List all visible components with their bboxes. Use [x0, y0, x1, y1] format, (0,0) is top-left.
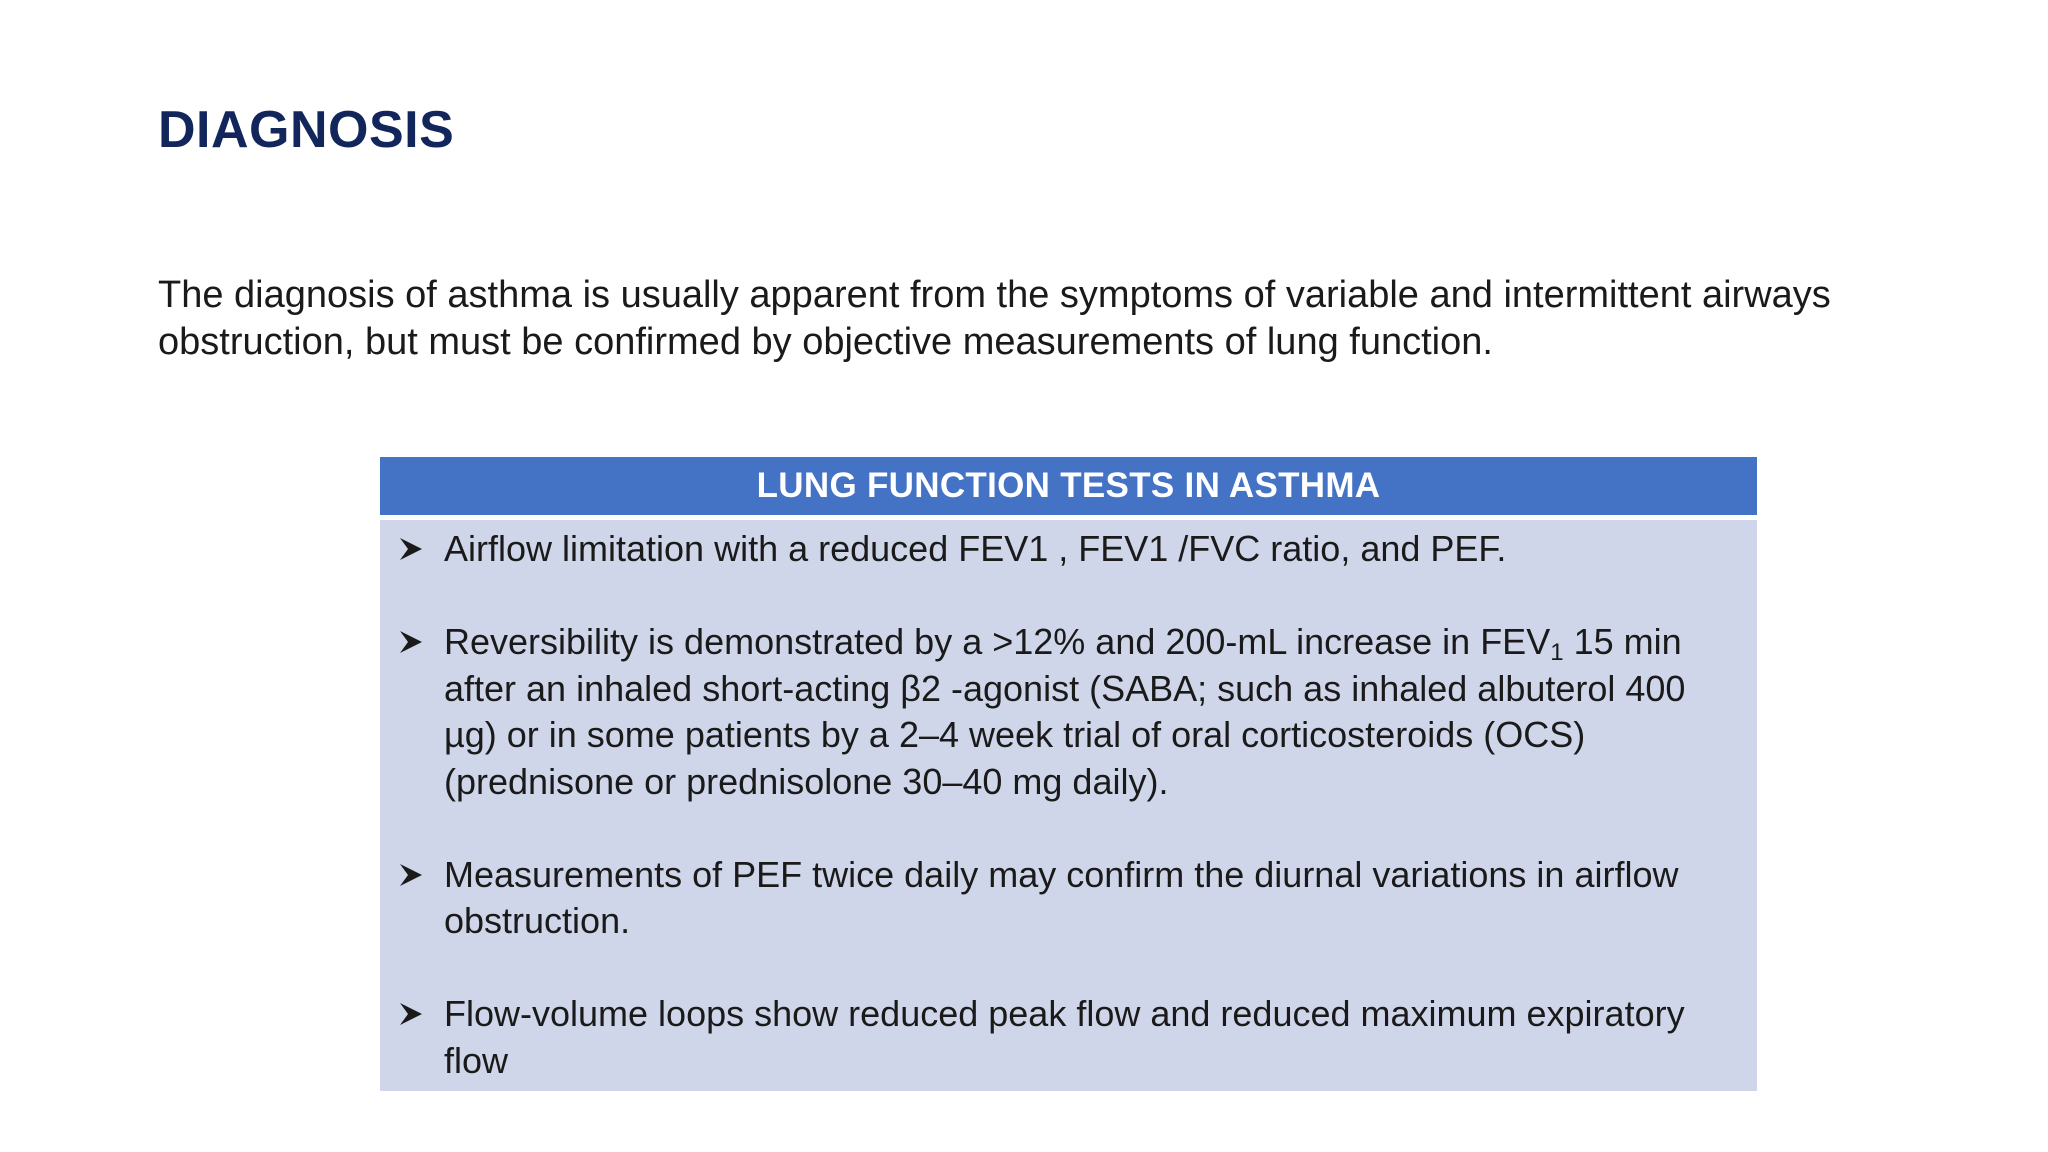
bullet-text: Airflow limitation with a reduced FEV1 , FEV1 /FVC ratio, and PEF. [444, 528, 1507, 569]
intro-paragraph [158, 272, 1938, 366]
list-item [380, 991, 1757, 1084]
arrowhead-bullet-icon [394, 991, 428, 1038]
bullet-text-before: Reversibility is demonstrated by a >12% and 200-mL increase in FEV [444, 621, 1551, 662]
intro-line-2: obstruction, but must be confirmed by objective measurements of lung function. [158, 321, 1493, 363]
bullet-text: Flow-volume loops show reduced peak flow and reduced maximum expiratory flow [444, 993, 1685, 1081]
intro-line-1: The diagnosis of asthma is usually apparent from the symptoms of variable and intermittent airways [158, 274, 1831, 316]
box-divider [380, 515, 1757, 520]
box-header: LUNG FUNCTION TESTS IN ASTHMA [380, 457, 1757, 515]
lung-function-tests-box [380, 457, 1757, 1091]
bullet-text [444, 621, 1685, 802]
bullet-subscript: 1 [1550, 639, 1564, 666]
bullet-text: Measurements of PEF twice daily may confirm the diurnal variations in airflow obstruction. [444, 853, 1679, 941]
list-item [380, 852, 1757, 945]
arrowhead-bullet-icon [394, 619, 428, 666]
list-item [380, 619, 1757, 805]
list-item [380, 526, 1757, 573]
arrowhead-bullet-icon [394, 852, 428, 899]
arrowhead-bullet-icon [394, 526, 428, 573]
bullet-list [380, 526, 1757, 1084]
bullet-text-after: 15 min after an inhaled short-acting β2 -agonist (SABA; such as inhaled albuterol 400 µg) or in some patients by a 2–4 week trial of oral corticosteroids (OCS) (prednisone or prednisolone 30–40 mg daily). [444, 621, 1686, 802]
slide-title: DIAGNOSIS [158, 101, 455, 159]
